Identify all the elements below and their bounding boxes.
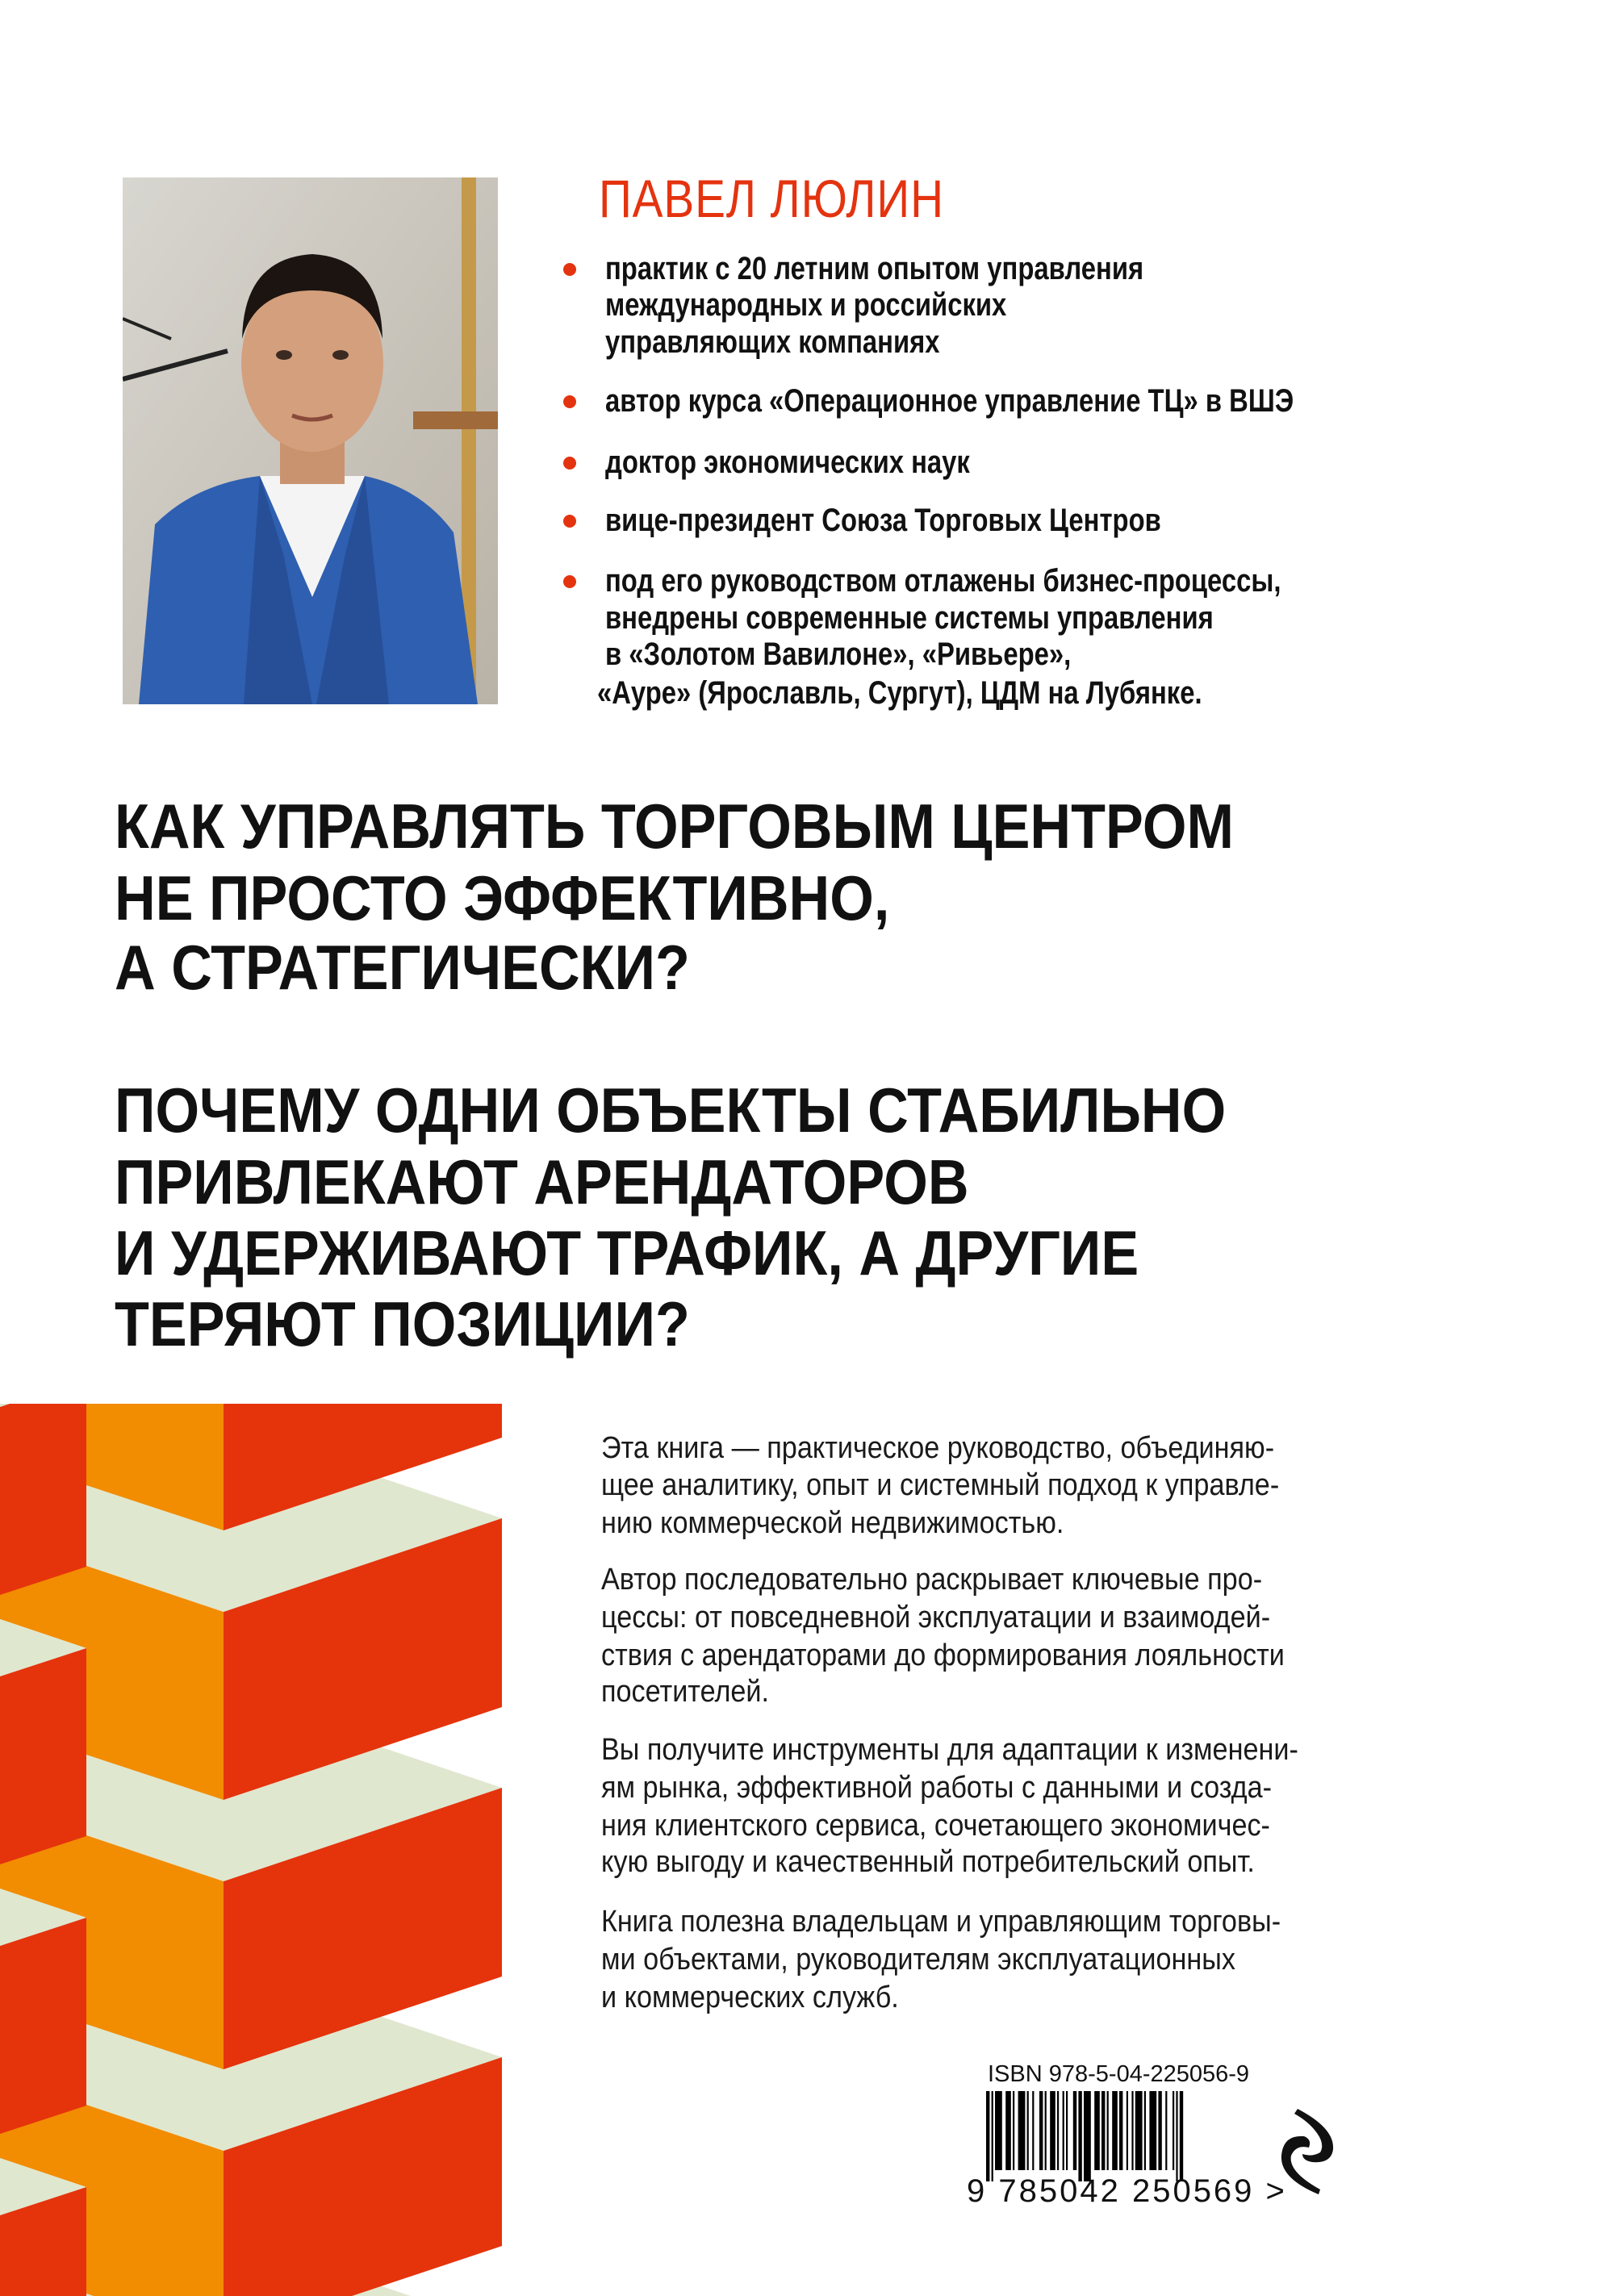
barcode-bar: [986, 2091, 989, 2181]
description-line: Эта книга — практическое руководство, объединяю-: [601, 1431, 1275, 1465]
headline-line: ПОЧЕМУ ОДНИ ОБЪЕКТЫ СТАБИЛЬНО: [115, 1075, 1227, 1146]
barcode-bar: [1084, 2091, 1091, 2181]
description-line: Автор последовательно раскрывает ключевые про-: [601, 1563, 1263, 1597]
barcode-bar: [1165, 2091, 1167, 2170]
barcode-bar: [1131, 2091, 1133, 2170]
description-line: нию коммерческой недвижимостью.: [601, 1506, 1064, 1540]
isbn-label: ISBN 978-5-04-225056-9: [988, 2061, 1250, 2087]
author-photo: [123, 177, 498, 704]
barcode-bar: [1144, 2091, 1146, 2170]
description-line: Вы получите инструменты для адаптации к изменени-: [601, 1733, 1298, 1767]
barcode-bar: [1149, 2091, 1156, 2170]
bullet-line: практик с 20 летним опытом управления: [605, 251, 1144, 286]
description-line: ям рынка, эффективной работы с данными и созда-: [601, 1771, 1273, 1805]
barcode-bar: [1039, 2091, 1043, 2170]
bullet-icon: [563, 515, 576, 528]
barcode-bar: [1066, 2091, 1068, 2170]
headline-line: И УДЕРЖИВАЮТ ТРАФИК, А ДРУГИЕ: [115, 1217, 1139, 1288]
description-line: щее аналитику, опыт и системный подход к управле-: [601, 1468, 1280, 1502]
bullet-line: международных и российских: [605, 287, 1007, 323]
description-line: и коммерческих служб.: [601, 1981, 899, 2014]
headline-line: ТЕРЯЮТ ПОЗИЦИИ?: [115, 1288, 690, 1359]
bullet-icon: [563, 263, 576, 276]
bullet-line: доктор экономических наук: [605, 445, 970, 480]
barcode-bar: [992, 2091, 993, 2181]
barcode: [986, 2091, 1228, 2181]
headline-line: НЕ ПРОСТО ЭФФЕКТИВНО,: [115, 862, 890, 933]
barcode-bar: [1094, 2091, 1100, 2170]
bullet-line: управляющих компаниях: [605, 324, 940, 360]
barcode-bar: [1176, 2091, 1177, 2181]
barcode-bar: [1119, 2091, 1122, 2170]
barcode-bar: [1135, 2091, 1143, 2170]
barcode-bar: [1078, 2091, 1081, 2181]
barcode-bar: [1027, 2091, 1029, 2170]
barcode-bar: [1063, 2091, 1064, 2170]
bullet-line: под его руководством отлажены бизнес-процессы,: [605, 563, 1281, 599]
bullet-line: внедрены современные системы управления: [605, 600, 1214, 636]
barcode-bar: [1005, 2091, 1011, 2170]
barcode-bar: [1032, 2091, 1034, 2170]
description-line: посетителей.: [601, 1675, 770, 1709]
bullet-icon: [563, 395, 576, 408]
barcode-bar: [1073, 2091, 1076, 2170]
barcode-bar: [1127, 2091, 1128, 2170]
description-line: цессы: от повседневной эксплуатации и взаимодей-: [601, 1601, 1271, 1634]
description-line: ми объектами, руководителям эксплуатационных: [601, 1943, 1235, 1977]
small-cube-front-face: [0, 1648, 86, 1864]
small-cube-front-face: [0, 1404, 86, 1595]
bullet-line: автор курса «Операционное управление ТЦ» в ВШЭ: [605, 383, 1294, 419]
bullet-icon: [563, 457, 576, 470]
bullet-line: в «Золотом Вавилоне», «Ривьере»,: [605, 637, 1072, 672]
isometric-cubes-decoration: [0, 1404, 502, 2296]
barcode-bar: [995, 2091, 1002, 2170]
small-cube-front-face: [0, 1918, 86, 2134]
headline-line: КАК УПРАВЛЯТЬ ТОРГОВЫМ ЦЕНТРОМ: [115, 791, 1234, 862]
barcode-bar: [1050, 2091, 1055, 2170]
bullet-icon: [563, 575, 576, 588]
barcode-bar: [1107, 2091, 1109, 2170]
barcode-bar: [1173, 2091, 1174, 2170]
barcode-bar: [1158, 2091, 1161, 2170]
barcode-bar: [1013, 2091, 1014, 2170]
barcode-bar: [1057, 2091, 1059, 2170]
headline-line: ПРИВЛЕКАЮТ АРЕНДАТОРОВ: [115, 1146, 969, 1217]
headline-line: А СТРАТЕГИЧЕСКИ?: [115, 932, 690, 1003]
barcode-bar: [1018, 2091, 1026, 2170]
publisher-logo-icon: [1280, 2104, 1344, 2197]
author-name: ПАВЕЛ ЛЮЛИН: [599, 169, 944, 228]
description-line: ствия с арендаторами до формирования лояльности: [601, 1639, 1285, 1672]
barcode-digits: 9 785042 250569 >: [967, 2173, 1287, 2209]
barcode-bar: [1101, 2091, 1105, 2170]
barcode-bar: [1180, 2091, 1183, 2181]
bullet-line: вице-президент Союза Торговых Центров: [605, 503, 1161, 538]
description-line: Книга полезна владельцам и управляющим торговы-: [601, 1905, 1281, 1939]
description-line: кую выгоду и качественный потребительский опыт.: [601, 1845, 1255, 1879]
barcode-bar: [1045, 2091, 1047, 2170]
bullet-line: «Ауре» (Ярославль, Сургут), ЦДМ на Лубянке.: [597, 675, 1202, 711]
description-line: ния клиентского сервиса, сочетающего экономичес-: [601, 1809, 1270, 1843]
barcode-bar: [1112, 2091, 1118, 2170]
